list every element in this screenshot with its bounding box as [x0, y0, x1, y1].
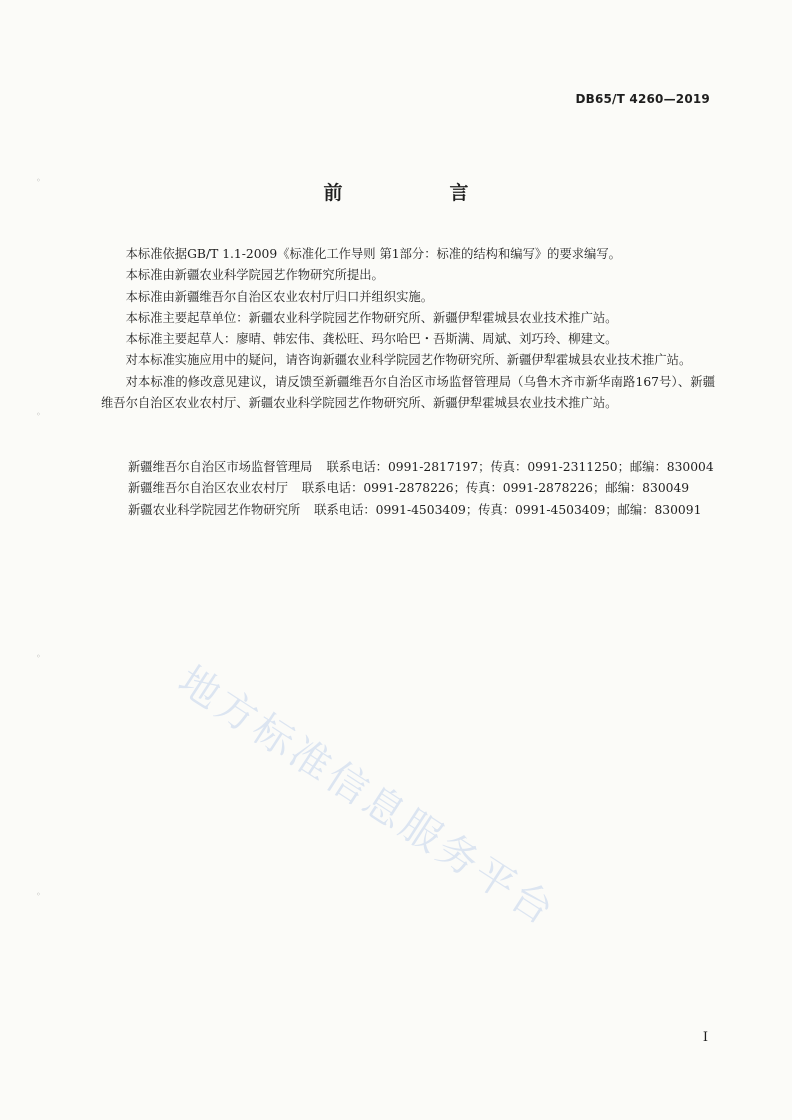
standard-code: DB65/T 4260—2019: [575, 92, 710, 106]
foreword-body: [101, 244, 715, 414]
contact-row: [128, 478, 728, 499]
paragraph: 本标准主要起草人：廖晴、韩宏伟、龚松旺、玛尔哈巴・吾斯满、周斌、刘巧玲、柳建文。: [125, 332, 618, 347]
contact-row: [128, 457, 728, 478]
paragraph: 本标准由新疆维吾尔自治区农业农村厅归口并组织实施。: [125, 289, 434, 304]
watermark: 地方标准信息服务平台: [170, 657, 565, 936]
contact-info: 联系电话：0991-2817197；传真：0991-2311250；邮编：830004: [326, 460, 714, 474]
page-number: I: [702, 1030, 708, 1045]
paragraph: 对本标准实施应用中的疑问，请咨询新疆农业科学院园艺作物研究所、新疆伊犁霍城县农业技术推广站。: [125, 353, 692, 368]
contact-list: [128, 457, 728, 521]
contact-org: 新疆维吾尔自治区市场监督管理局: [128, 460, 313, 474]
contact-row: [128, 500, 728, 521]
contact-info: 联系电话：0991-4503409；传真：0991-4503409；邮编：830091: [314, 502, 702, 517]
page-title: 前 言: [323, 182, 513, 204]
scan-mark: ◦: [36, 890, 41, 899]
paragraph: 本标准依据GB/T 1.1-2009《标准化工作导则 第1部分：标准的结构和编写》的要求编写。: [125, 247, 621, 261]
scan-mark: ◦: [36, 176, 41, 185]
scan-mark: ◦: [36, 410, 41, 419]
paragraph: 对本标准的修改意见建议，请反馈至新疆维吾尔自治区市场监督管理局（乌鲁木齐市新华南路167号）、新疆维吾尔自治区农业农村厅、新疆农业科学院园艺作物研究所、新疆伊犁霍城县农业技术推广站。: [101, 374, 715, 411]
contact-org: 新疆农业科学院园艺作物研究所: [128, 502, 301, 517]
paragraph: 本标准由新疆农业科学院园艺作物研究所提出。: [125, 268, 384, 283]
contact-info: 联系电话：0991-2878226；传真：0991-2878226；邮编：830049: [301, 481, 690, 496]
scan-mark: ◦: [36, 652, 41, 661]
contact-org: 新疆维吾尔自治区农业农村厅: [128, 481, 288, 496]
paragraph: 本标准主要起草单位：新疆农业科学院园艺作物研究所、新疆伊犁霍城县农业技术推广站。: [125, 310, 618, 325]
